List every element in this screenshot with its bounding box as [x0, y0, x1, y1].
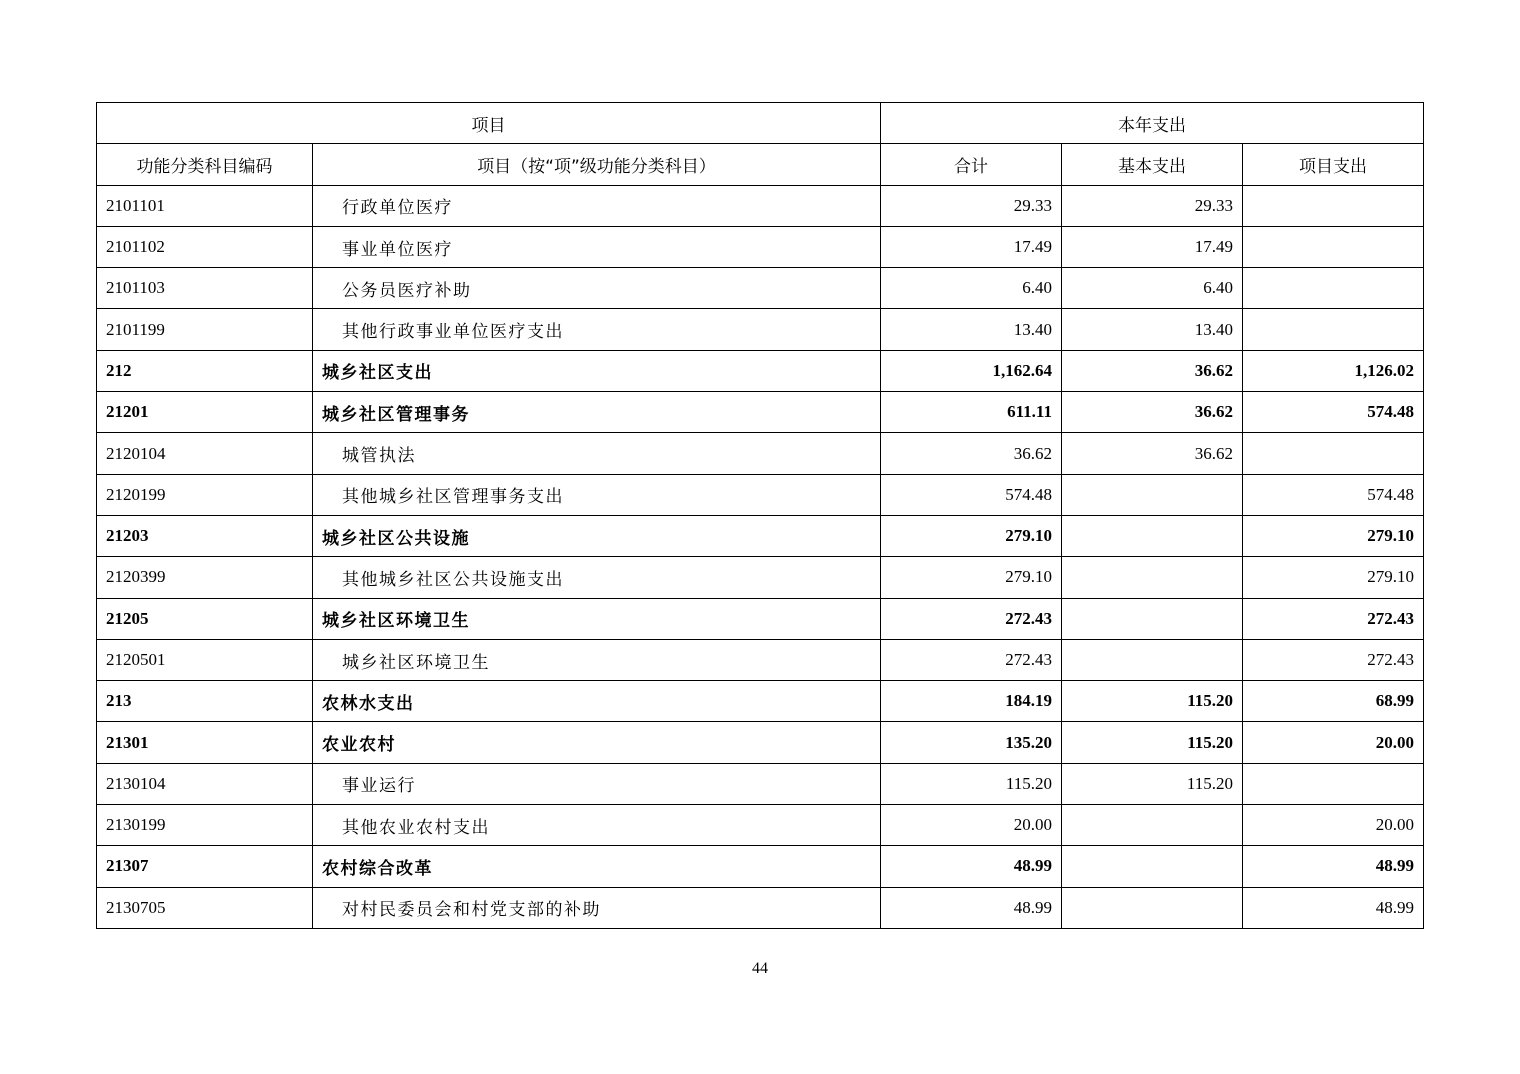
cell-project: 272.43: [1243, 639, 1424, 680]
cell-total: 20.00: [881, 805, 1062, 846]
cell-project: 279.10: [1243, 515, 1424, 556]
cell-basic: [1062, 474, 1243, 515]
cell-basic: 115.20: [1062, 722, 1243, 763]
cell-basic: 13.40: [1062, 309, 1243, 350]
cell-basic: 36.62: [1062, 350, 1243, 391]
cell-name: 城管执法: [313, 433, 881, 474]
table-row: [97, 557, 1424, 598]
table-row: [97, 515, 1424, 556]
cell-total: 135.20: [881, 722, 1062, 763]
cell-code: 2120199: [97, 474, 313, 515]
cell-total: 279.10: [881, 515, 1062, 556]
table-body: [97, 185, 1424, 928]
cell-basic: [1062, 515, 1243, 556]
table-row: [97, 309, 1424, 350]
cell-name: 其他城乡社区管理事务支出: [313, 474, 881, 515]
cell-name: 农林水支出: [313, 681, 881, 722]
table-row: [97, 722, 1424, 763]
cell-name: 事业单位医疗: [313, 226, 881, 267]
cell-project: [1243, 433, 1424, 474]
cell-name: 公务员医疗补助: [313, 268, 881, 309]
cell-name: 城乡社区环境卫生: [313, 598, 881, 639]
table-row: [97, 433, 1424, 474]
cell-project: 272.43: [1243, 598, 1424, 639]
table-row: [97, 185, 1424, 226]
cell-basic: 36.62: [1062, 433, 1243, 474]
cell-code: 21205: [97, 598, 313, 639]
cell-code: 2101102: [97, 226, 313, 267]
cell-code: 21201: [97, 392, 313, 433]
cell-basic: 115.20: [1062, 763, 1243, 804]
cell-project: 279.10: [1243, 557, 1424, 598]
table-row: [97, 474, 1424, 515]
cell-project: [1243, 226, 1424, 267]
table-row: [97, 268, 1424, 309]
cell-code: 212: [97, 350, 313, 391]
cell-code: 2101101: [97, 185, 313, 226]
cell-total: 184.19: [881, 681, 1062, 722]
cell-total: 48.99: [881, 846, 1062, 887]
header-total: 合计: [881, 144, 1062, 185]
table-row: [97, 598, 1424, 639]
table-row: [97, 887, 1424, 928]
cell-total: 48.99: [881, 887, 1062, 928]
table-row: [97, 226, 1424, 267]
table-row: [97, 350, 1424, 391]
page-number: 44: [752, 960, 768, 977]
cell-project: 48.99: [1243, 887, 1424, 928]
cell-total: 29.33: [881, 185, 1062, 226]
table-row: [97, 392, 1424, 433]
header-row-top: [97, 103, 1424, 144]
cell-project: 68.99: [1243, 681, 1424, 722]
table-row: [97, 681, 1424, 722]
table-row: [97, 805, 1424, 846]
cell-basic: [1062, 805, 1243, 846]
cell-basic: [1062, 598, 1243, 639]
header-basic: 基本支出: [1062, 144, 1243, 185]
cell-code: 2130199: [97, 805, 313, 846]
cell-name: 行政单位医疗: [313, 185, 881, 226]
cell-project: 574.48: [1243, 474, 1424, 515]
cell-project: [1243, 309, 1424, 350]
cell-basic: [1062, 846, 1243, 887]
cell-total: 6.40: [881, 268, 1062, 309]
cell-basic: 36.62: [1062, 392, 1243, 433]
cell-basic: 29.33: [1062, 185, 1243, 226]
cell-code: 2120501: [97, 639, 313, 680]
cell-name: 城乡社区支出: [313, 350, 881, 391]
cell-code: 2120104: [97, 433, 313, 474]
header-current-year: 本年支出: [881, 103, 1424, 144]
cell-code: 21307: [97, 846, 313, 887]
header-project: 项目支出: [1243, 144, 1424, 185]
cell-total: 1,162.64: [881, 350, 1062, 391]
cell-total: 574.48: [881, 474, 1062, 515]
cell-project: 574.48: [1243, 392, 1424, 433]
cell-code: 21301: [97, 722, 313, 763]
table-row: [97, 639, 1424, 680]
header-item-detail: 项目（按“项”级功能分类科目）: [313, 144, 881, 185]
cell-project: [1243, 185, 1424, 226]
cell-total: 13.40: [881, 309, 1062, 350]
cell-project: 20.00: [1243, 722, 1424, 763]
cell-basic: 6.40: [1062, 268, 1243, 309]
cell-name: 城乡社区管理事务: [313, 392, 881, 433]
cell-total: 17.49: [881, 226, 1062, 267]
cell-code: 2101199: [97, 309, 313, 350]
cell-project: [1243, 268, 1424, 309]
cell-total: 272.43: [881, 639, 1062, 680]
cell-basic: [1062, 639, 1243, 680]
cell-project: 20.00: [1243, 805, 1424, 846]
cell-total: 611.11: [881, 392, 1062, 433]
cell-basic: 115.20: [1062, 681, 1243, 722]
cell-project: 1,126.02: [1243, 350, 1424, 391]
cell-code: 2130104: [97, 763, 313, 804]
cell-project: [1243, 763, 1424, 804]
cell-code: 2130705: [97, 887, 313, 928]
cell-basic: [1062, 557, 1243, 598]
cell-total: 36.62: [881, 433, 1062, 474]
cell-code: 2120399: [97, 557, 313, 598]
cell-name: 其他行政事业单位医疗支出: [313, 309, 881, 350]
cell-total: 272.43: [881, 598, 1062, 639]
cell-name: 农村综合改革: [313, 846, 881, 887]
cell-name: 其他城乡社区公共设施支出: [313, 557, 881, 598]
cell-name: 农业农村: [313, 722, 881, 763]
cell-total: 279.10: [881, 557, 1062, 598]
cell-project: 48.99: [1243, 846, 1424, 887]
cell-code: 213: [97, 681, 313, 722]
cell-basic: 17.49: [1062, 226, 1243, 267]
header-row-sub: [97, 144, 1424, 185]
header-code: 功能分类科目编码: [97, 144, 313, 185]
cell-name: 城乡社区公共设施: [313, 515, 881, 556]
cell-name: 对村民委员会和村党支部的补助: [313, 887, 881, 928]
table-row: [97, 763, 1424, 804]
cell-code: 2101103: [97, 268, 313, 309]
cell-name: 事业运行: [313, 763, 881, 804]
cell-total: 115.20: [881, 763, 1062, 804]
cell-name: 其他农业农村支出: [313, 805, 881, 846]
cell-name: 城乡社区环境卫生: [313, 639, 881, 680]
cell-basic: [1062, 887, 1243, 928]
table-row: [97, 846, 1424, 887]
header-item: 项目: [97, 103, 881, 144]
cell-code: 21203: [97, 515, 313, 556]
budget-expenditure-table: [96, 102, 1424, 929]
